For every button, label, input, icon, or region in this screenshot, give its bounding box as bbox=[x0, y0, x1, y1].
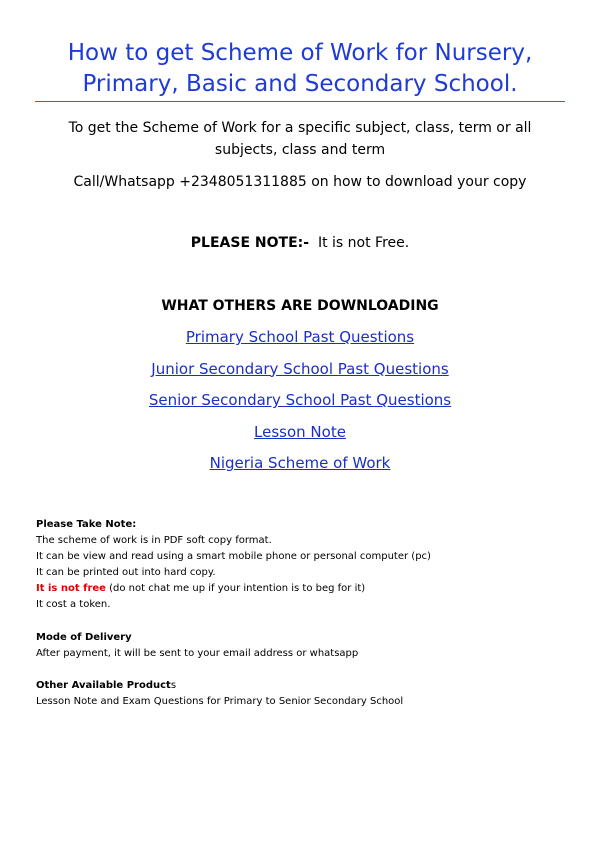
products-section bbox=[36, 678, 566, 710]
link-junior-secondary-past-questions[interactable]: Junior Secondary School Past Questions bbox=[151, 359, 449, 378]
delivery-text: After payment, it will be sent to your email address or whatsapp bbox=[36, 648, 359, 659]
link-lesson-note[interactable]: Lesson Note bbox=[254, 422, 346, 441]
take-note-line-1: The scheme of work is in PDF soft copy format. bbox=[36, 535, 272, 546]
not-free-warning: It is not free bbox=[36, 583, 106, 594]
delivery-heading: Mode of Delivery bbox=[36, 632, 132, 643]
link-senior-secondary-past-questions[interactable]: Senior Secondary School Past Questions bbox=[148, 391, 452, 409]
intro-text bbox=[30, 117, 570, 161]
others-downloading-heading: WHAT OTHERS ARE DOWNLOADING bbox=[161, 298, 439, 314]
take-note-line-5: It cost a token. bbox=[36, 599, 111, 610]
intro-line-1: To get the Scheme of Work for a specific subject, class, term or all bbox=[68, 120, 532, 136]
download-links-list bbox=[30, 327, 570, 485]
link-primary-past-questions[interactable]: Primary School Past Questions bbox=[185, 328, 415, 346]
title-divider bbox=[35, 101, 565, 102]
products-text: Lesson Note and Exam Questions for Primary to Senior Secondary School bbox=[36, 696, 404, 707]
products-heading-suffix: s bbox=[170, 680, 177, 691]
title-line-1: How to get Scheme of Work for Nursery, bbox=[67, 40, 533, 66]
link-nigeria-scheme-of-work[interactable]: Nigeria Scheme of Work bbox=[209, 454, 391, 472]
take-note-warning-line bbox=[36, 581, 566, 597]
intro-line-2: subjects, class and term bbox=[214, 142, 386, 158]
please-note-label: PLEASE NOTE:- bbox=[190, 235, 310, 251]
take-note-section bbox=[36, 517, 566, 613]
not-free-warning-rest: (do not chat me up if your intention is to beg for it) bbox=[109, 583, 366, 594]
title-line-2: Primary, Basic and Secondary School. bbox=[82, 71, 518, 97]
page-title bbox=[20, 38, 580, 100]
take-note-line-2: It can be view and read using a smart mobile phone or personal computer (pc) bbox=[36, 551, 431, 562]
call-text: Call/Whatsapp +2348051311885 on how to download your copy bbox=[73, 174, 527, 190]
please-note bbox=[30, 233, 570, 253]
please-note-text: It is not Free. bbox=[317, 235, 410, 251]
products-heading: Other Available Product bbox=[36, 680, 171, 691]
delivery-section bbox=[36, 630, 566, 662]
take-note-line-3: It can be printed out into hard copy. bbox=[36, 567, 216, 578]
take-note-heading: Please Take Note: bbox=[36, 519, 137, 530]
products-heading-line bbox=[36, 678, 566, 694]
